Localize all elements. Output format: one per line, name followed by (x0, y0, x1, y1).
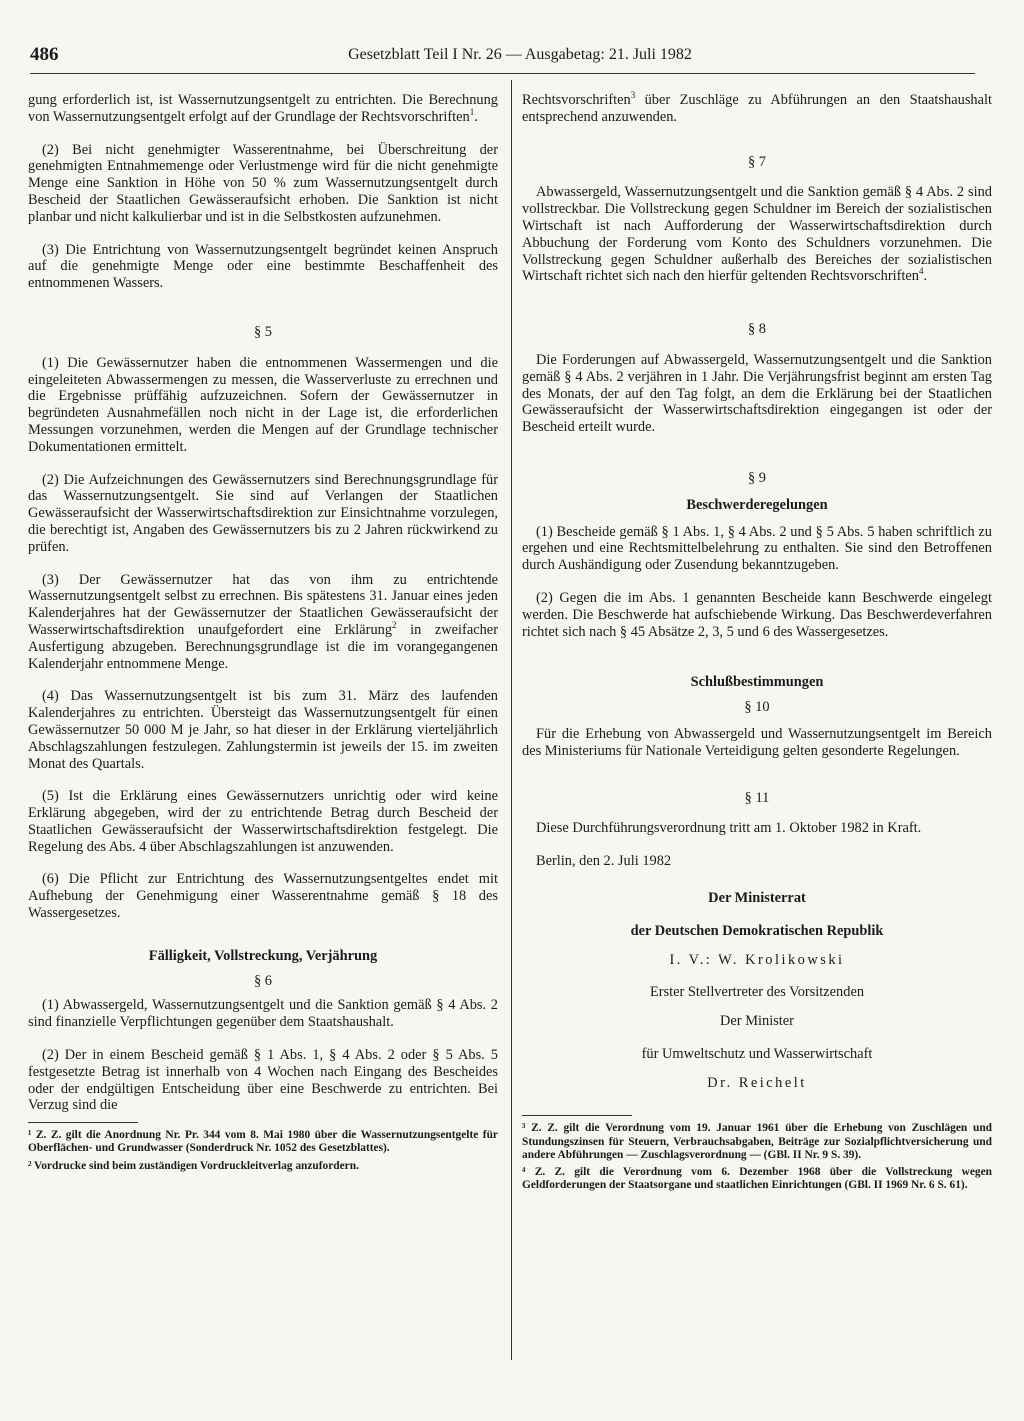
heading-faelligkeit: Fälligkeit, Vollstreckung, Verjährung (148, 947, 378, 964)
heading-beschwerderegelungen: Beschwerderegelungen (686, 496, 828, 513)
paragraph: (2) Die Aufzeichnungen des Gewässernutzers sind Berechnungsgrundlage für das Wassernutzungsentgelt. Sie sind auf Verlangen der Staatlichen Gewässeraufsicht der Wasserwirtschaftsdirektion zur Einsichtnahme vorzulegen, die berechtigt ist, Angaben des Gewässernutzers bis zu 2 Jahren rückwirkend zu prüfen. (28, 471, 498, 555)
section-6-heading: § 6 (254, 972, 272, 989)
footnote-rule (522, 1115, 632, 1116)
right-column (522, 92, 992, 1197)
paragraph: (1) Abwassergeld, Wassernutzungsentgelt und die Sanktion gemäß § 4 Abs. 2 sind finanzielle Verpflichtungen gegenüber dem Staatshaushalt. (28, 997, 498, 1031)
paragraph: (3) Der Gewässernutzer hat das von ihm zu entrichtende Wassernutzungsentgelt selbst zu errechnen. Bis spätestens 31. Januar eines jeden Kalenderjahres hat der Gewässernutzer der Staatlichen Gewässeraufsicht der Wasserwirtschaftsdirektion unaufgefordert eine Erklärung$^2$ in zweifacher Ausfertigung abzugeben. Berechnungsgrundlage ist die im vorangegangenen Kalenderjahr entnommene Menge. (28, 571, 498, 672)
paragraph: (4) Das Wassernutzungsentgelt ist bis zum 31. März des laufenden Kalenderjahres zu entrichten. Übersteigt das Wassernutzungsentgelt für einen Gewässernutzer 50 000 M je Jahr, so hat dieser in der Erklärung vierteljährlich Abschlagszahlungen festzulegen. Zahlungstermin ist jeweils der 15. im zweiten Monat des Quartals. (28, 688, 498, 772)
section-7-heading: § 7 (748, 153, 766, 170)
signatory-2-ministry: für Umweltschutz und Wasserwirtschaft (641, 1045, 873, 1062)
signature-block (522, 890, 992, 1092)
signatory-1-title: Erster Stellvertreter des Vorsitzenden (649, 984, 865, 1001)
date-line: Berlin, den 2. Juli 1982 (536, 853, 672, 870)
footnote-1: ¹ Z. Z. gilt die Anordnung Nr. Pr. 344 vom 8. Mai 1980 über die Wassernutzungsentgelte für Oberflächen- und Grundwasser (Sonderdruck Nr. 1052 des Gesetzblattes). (28, 1129, 498, 1155)
footnote-2: ² Vordrucke sind beim zuständigen Vordruckleitverlag anzufordern. (28, 1159, 359, 1172)
section-10-heading: § 10 (744, 699, 770, 716)
paragraph: Rechtsvorschriften$^3$ über Zuschläge zu Abführungen an den Staatshaushalt entsprechend anzuwenden. (522, 90, 992, 125)
paragraph: (6) Die Pflicht zur Entrichtung des Wassernutzungsentgeltes endet mit Aufhebung der Genehmigung einer Wasserentnahme gemäß § 18 des Wassergesetzes. (28, 871, 498, 922)
paragraph: (3) Die Entrichtung von Wassernutzungsentgelt begründet keinen Anspruch auf die genehmigte Menge oder eine bestimmte Beschaffenheit des entnommenen Wassers. (28, 241, 498, 292)
left-column (28, 92, 498, 1177)
section-11-heading: § 11 (744, 789, 770, 806)
paragraph: (2) Bei nicht genehmigter Wasserentnahme, bei Überschreitung der genehmigten Entnahmemenge oder Verlustmenge wird für die nicht genehmigte Menge eine Sanktion in Höhe von 50 % zum Wassernutzungsentgelt durch Bescheid der Staatlichen Gewässeraufsicht erhoben. Die Sanktion ist nicht planbar und nicht kalkulierbar und ist in die Selbstkosten aufzunehmen. (28, 141, 498, 225)
paragraph: Abwassergeld, Wassernutzungsentgelt und die Sanktion gemäß § 4 Abs. 2 sind vollstreckbar. Die Vollstreckung gegen Schuldner im Bereich der sozialistischen Wirtschaft ist nach Aufforderung der Wasserwirtschaftsdirektion durch Abbuchung der Forderung vom Konto des Schuldners vorzunehmen. Die Vollstreckung gegen Schuldner außerhalb des Bereiches der sozialistischen Wirtschaft richtet sich nach den hierfür geltenden Rechtsvorschriften$^4$. (522, 184, 992, 285)
signatory-2: Dr. Reichelt (707, 1074, 807, 1091)
paragraph: Diese Durchführungsverordnung tritt am 1. Oktober 1982 in Kraft. (536, 820, 922, 837)
footnote-4: ⁴ Z. Z. gilt die Verordnung vom 6. Dezember 1968 über die Vollstreckung wegen Geldforderungen der Staatsorgane und staatlichen Einrichtungen (GBl. II 1969 Nr. 6 S. 61). (522, 1166, 992, 1192)
paragraph: (1) Bescheide gemäß § 1 Abs. 1, § 4 Abs. 2 und § 5 Abs. 5 haben schriftlich zu ergehen und eine Rechtsmittelbelehrung zu enthalten. Sie sind den Betroffenen durch Aushändigung oder Zusendung bekanntzugeben. (522, 523, 992, 574)
footnotes-right (522, 1122, 992, 1192)
signature-body: Der Ministerrat (708, 889, 806, 906)
paragraph: (2) Gegen die im Abs. 1 genannten Bescheide kann Beschwerde eingelegt werden. Die Beschwerde hat aufschiebende Wirkung. Das Beschwerdeverfahren richtet sich nach § 45 Absätze 2, 3, 5 und 6 des Wassergesetzes. (522, 589, 992, 640)
paragraph: Die Forderungen auf Abwassergeld, Wassernutzungsentgelt und die Sanktion gemäß § 4 Abs. 2 verjähren in 1 Jahr. Die Verjährungsfrist beginnt am ersten Tag des Monats, der auf den Tag folgt, an dem die Erklärung bei der Staatlichen Gewässeraufsicht der Wasserwirtschaftsdirektion eingegangen ist oder der Bescheid erteilt wurde. (522, 351, 992, 436)
section-9-heading: § 9 (748, 469, 766, 486)
paragraph: Für die Erhebung von Abwassergeld und Wassernutzungsentgelt im Bereich des Ministeriums für Nationale Verteidigung gelten gesonderte Regelungen. (522, 725, 992, 759)
heading-schlussbestimmungen: Schlußbestimmungen (690, 674, 824, 691)
signatory-1: I. V.: W. Krolikowski (669, 951, 845, 968)
paragraph: (1) Die Gewässernutzer haben die entnommenen Wassermengen und die eingeleiteten Abwassermengen zu messen, die Wasserverluste zu errechnen und die Ergebnisse prüffähig aufzuzeichnen. Sofern der Gewässernutzer in begründeten Ausnahmefällen noch nicht in der Lage ist, die erforderlichen Messungen vorzunehmen, werden die Mengen auf der Grundlage technischer Dokumentationen ermittelt. (28, 354, 498, 455)
page-number: 486 (30, 44, 59, 65)
paragraph: gung erforderlich ist, ist Wassernutzungsentgelt zu entrichten. Die Berechnung von Wassernutzungsentgelt erfolgt auf der Grundlage der Rechtsvorschriften$^1$. (28, 92, 498, 125)
header-title: Gesetzblatt Teil I Nr. 26 — Ausgabetag: 21. Juli 1982 (348, 46, 692, 63)
page-header (0, 44, 1024, 74)
section-8-heading: § 8 (748, 321, 766, 338)
header-rule (30, 73, 975, 74)
paragraph: (2) Der in einem Bescheid gemäß § 1 Abs. 1, § 4 Abs. 2 oder § 5 Abs. 5 festgesetzte Betrag ist innerhalb von 4 Wochen nach Eingang des Bescheides oder der endgültigen Entscheidung über eine Beschwerde zu entrichten. Bei Verzug sind die (28, 1047, 498, 1114)
paragraph: (5) Ist die Erklärung eines Gewässernutzers unrichtig oder wird keine Erklärung abgegeben, wird der zu entrichtende Betrag durch Bescheid der Staatlichen Gewässeraufsicht der Wasserwirtschaftsdirektion festgelegt. Die Regelung des Abs. 4 über Abschlagszahlungen ist anzuwenden. (28, 788, 498, 855)
footnote-rule (28, 1122, 138, 1123)
footnote-3: ³ Z. Z. gilt die Verordnung vom 19. Januar 1961 über die Erhebung von Zuschlägen und Stundungszinsen für Steuern, Verbrauchsabgaben, Beiträge zur Sozialpflichtversicherung und andere Abführungen — Zuschlagsverordnung — (GBl. II Nr. 9 S. 39). (522, 1122, 992, 1161)
signature-body-full: der Deutschen Demokratischen Republik (630, 922, 884, 939)
signatory-2-office: Der Minister (720, 1013, 794, 1030)
column-divider (511, 80, 512, 1360)
section-5-heading: § 5 (254, 323, 272, 340)
footnotes-left (28, 1129, 498, 1173)
